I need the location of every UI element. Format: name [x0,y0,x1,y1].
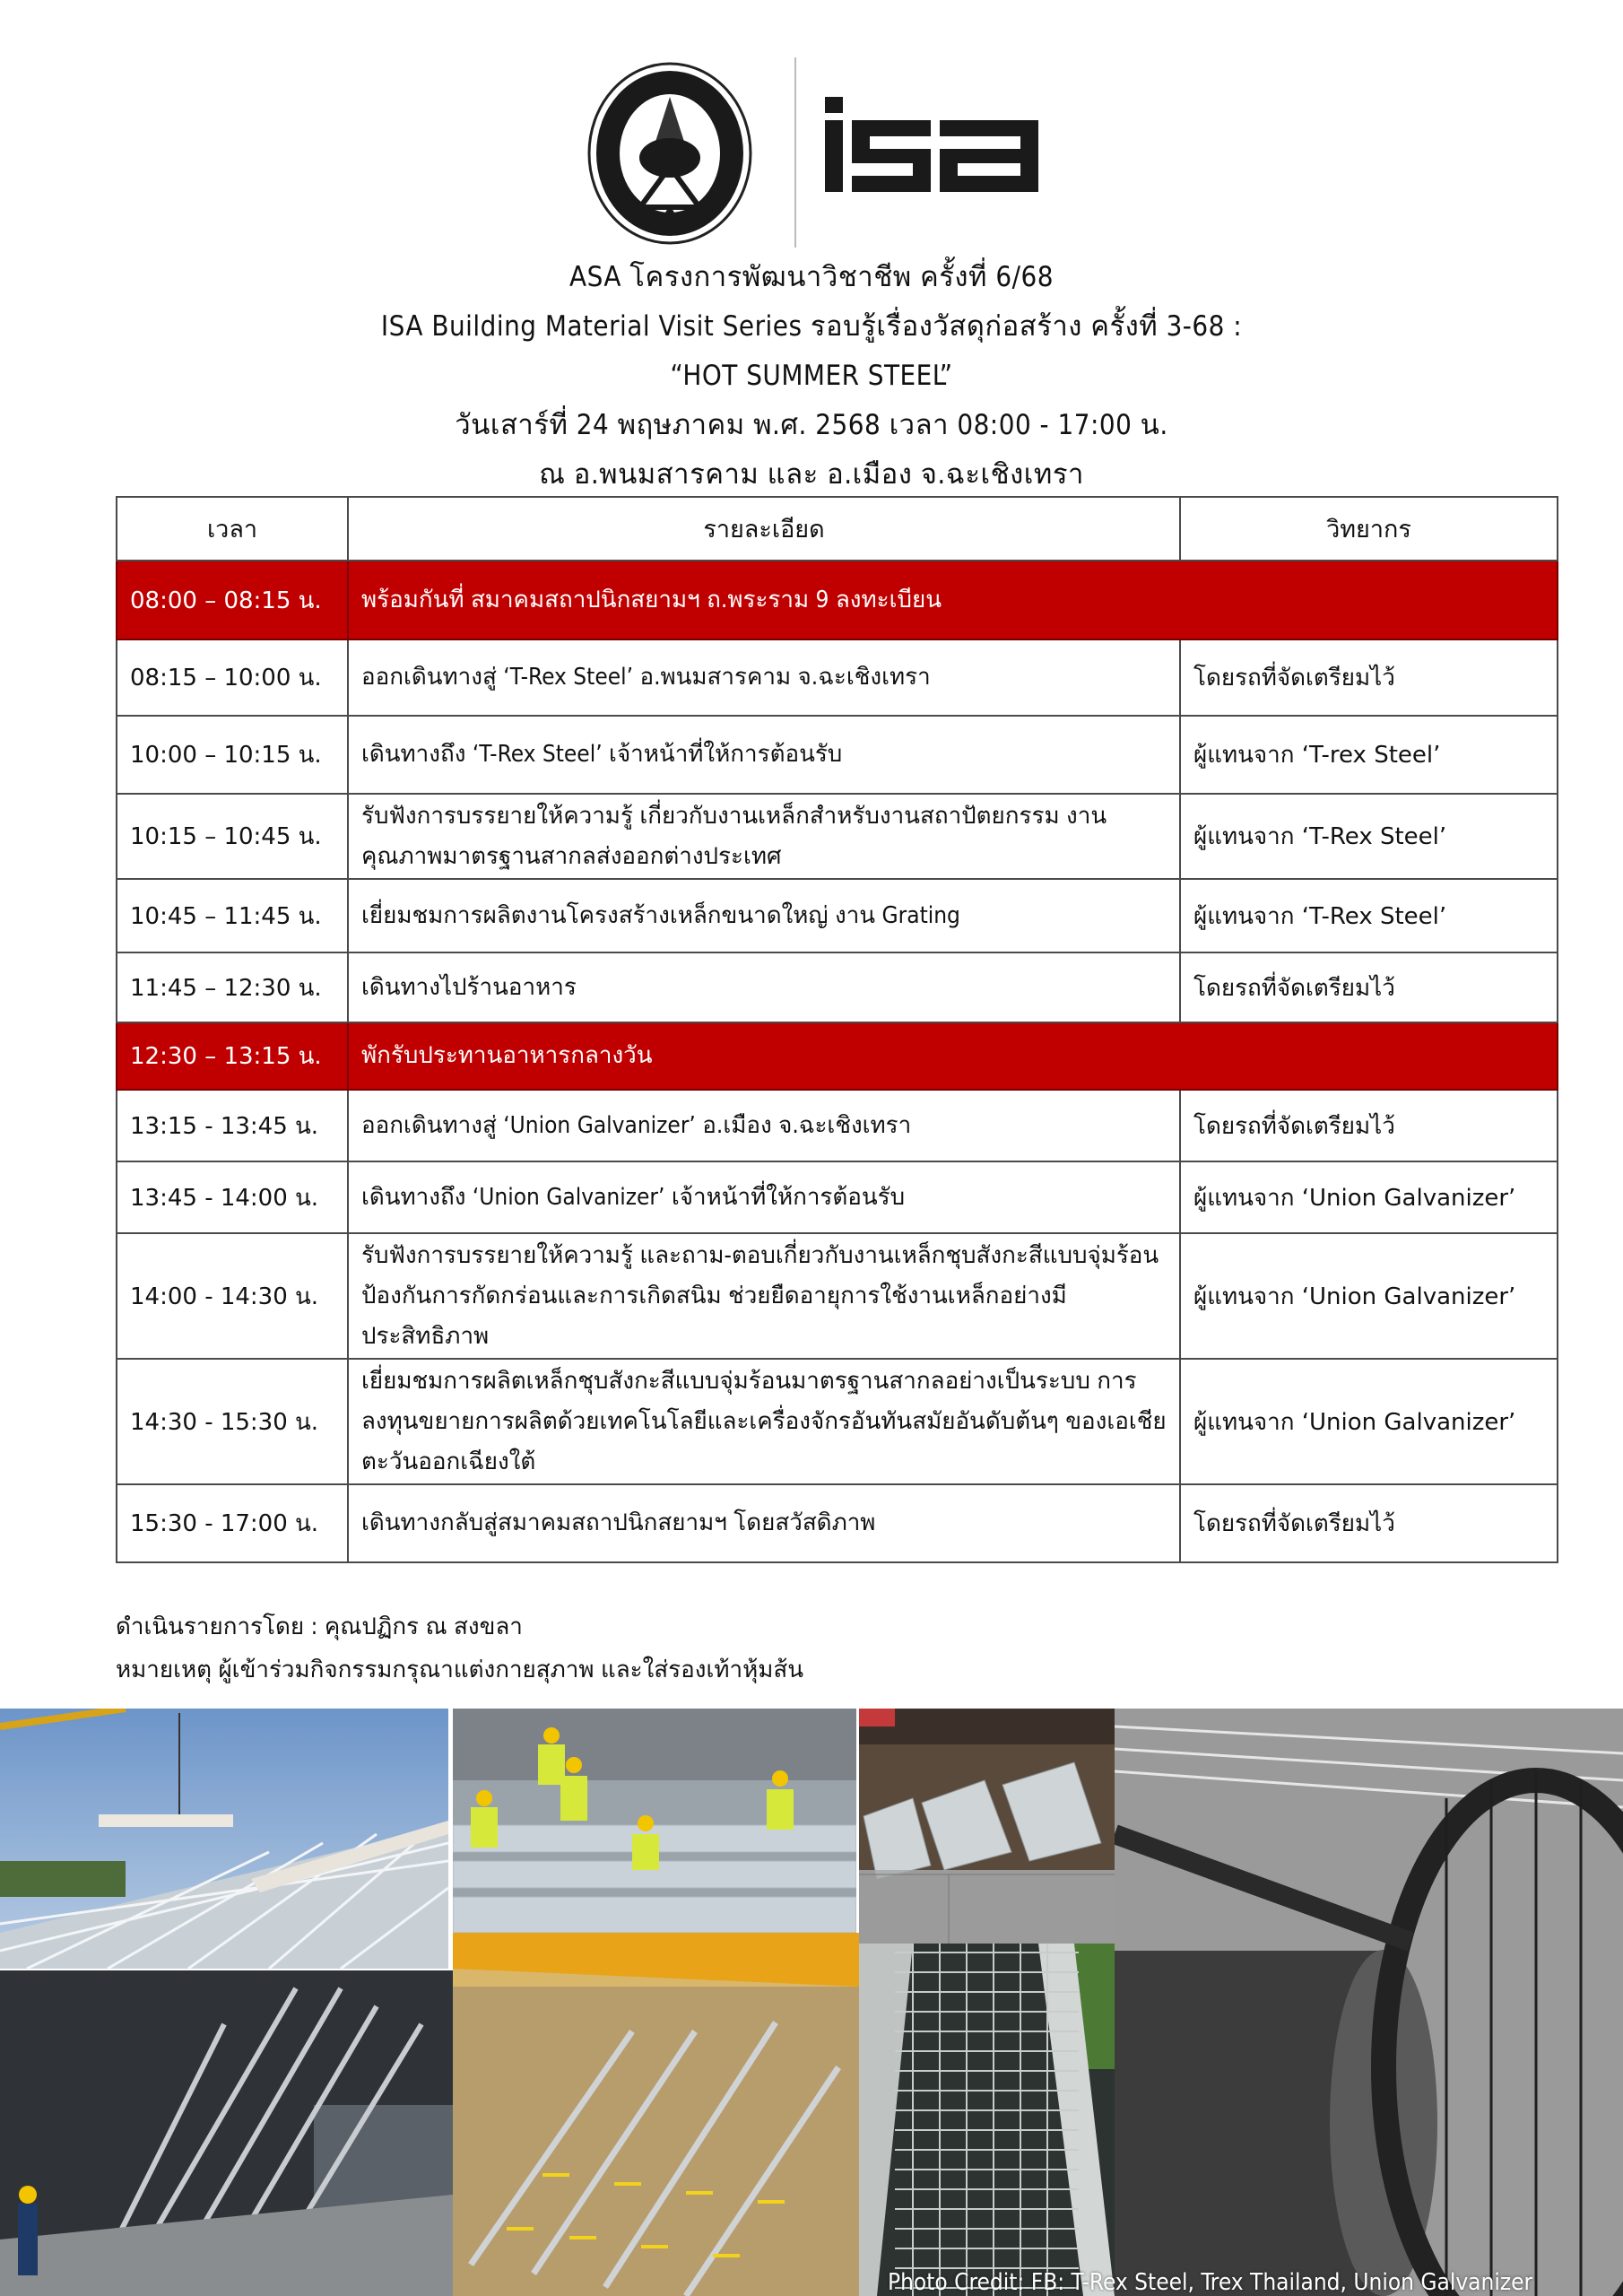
speaker-cell: โดยรถที่จัดเตรียมไว้ [1180,639,1558,716]
table-row [117,1161,1558,1233]
photo-staircases [453,1933,859,2296]
time-cell: 13:15 - 13:45 น. [117,1090,348,1161]
speaker-cell [1180,561,1558,639]
logo-header [581,52,1047,249]
organizer-note: ดำเนินรายการโดย : คุณปฏิกร ณ สงขลา [116,1613,523,1640]
photo-roof-truss [0,1709,448,1969]
time-cell: 12:30 – 13:15 น. [117,1022,348,1090]
event-date: วันเสาร์ที่ 24 พฤษภาคม พ.ศ. 2568 เวลา 08:00 - 17:00 น. [455,409,1168,441]
notes-section [116,1605,803,1692]
speaker-cell: ผู้แทนจาก ‘T-rex Steel’ [1180,716,1558,794]
detail-cell: เดินทางกลับสู่สมาคมสถาปนิกสยามฯ โดยสวัสดิภาพ [348,1484,1180,1562]
time-cell: 13:45 - 14:00 น. [117,1161,348,1233]
photo-grating-walkway [859,1944,1115,2296]
table-row-highlight [117,1022,1558,1090]
event-title-block [0,253,1623,500]
detail-cell: รับฟังการบรรยายให้ความรู้ และถาม-ตอบเกี่ยวกับงานเหล็กชุบสังกะสีแบบจุ่มร้อน ป้องกันการกัดกร่อนและการเกิดสนิม ช่วยยืดอายุการใช้งานเหล็กอย่างมีประสิทธิภาพ [348,1233,1180,1359]
table-row [117,952,1558,1022]
table-row [117,1090,1558,1161]
detail-cell: เดินทางไปร้านอาหาร [348,952,1180,1022]
detail-cell: พักรับประทานอาหารกลางวัน [348,1022,1180,1090]
event-location: ณ อ.พนมสารคาม และ อ.เมือง จ.ฉะเชิงเทรา [539,458,1084,491]
column-header-detail: รายละเอียด [348,497,1180,561]
photo-collage [0,1709,1623,2296]
series-title: ISA Building Material Visit Series รอบรู้เรื่องวัสดุก่อสร้าง ครั้งที่ 3-68 : [380,310,1243,343]
asa-seal-logo [585,59,755,248]
time-cell: 10:45 – 11:45 น. [117,879,348,952]
table-row [117,794,1558,879]
table-row [117,639,1558,716]
speaker-cell: โดยรถที่จัดเตรียมไว้ [1180,1090,1558,1161]
speaker-cell: ผู้แทนจาก ‘Union Galvanizer’ [1180,1233,1558,1359]
speaker-cell: โดยรถที่จัดเตรียมไว้ [1180,952,1558,1022]
detail-cell: ออกเดินทางสู่ ‘T-Rex Steel’ อ.พนมสารคาม จ.ฉะเชิงเทรา [348,639,1180,716]
time-cell: 15:30 - 17:00 น. [117,1484,348,1562]
speaker-cell: ผู้แทนจาก ‘T-Rex Steel’ [1180,879,1558,952]
detail-cell: ออกเดินทางสู่ ‘Union Galvanizer’ อ.เมือง จ.ฉะเชิงเทรา [348,1090,1180,1161]
photo-galvanizing-line [0,1970,453,2296]
speaker-cell: โดยรถที่จัดเตรียมไว้ [1180,1484,1558,1562]
speaker-cell: ผู้แทนจาก ‘Union Galvanizer’ [1180,1359,1558,1484]
table-row [117,716,1558,794]
table-header-row [117,497,1558,561]
program-title: ASA โครงการพัฒนาวิชาชีพ ครั้งที่ 6/68 [569,261,1054,293]
photo-credit: Photo Credit: FB: T-Rex Steel, Trex Thailand, Union Galvanizer [888,2269,1533,2296]
schedule-table [116,496,1558,1563]
detail-cell: เดินทางถึง ‘T-Rex Steel’ เจ้าหน้าที่ให้การต้อนรับ [348,716,1180,794]
detail-cell: รับฟังการบรรยายให้ความรู้ เกี่ยวกับงานเหล็กสำหรับงานสถาปัตยกรรม งานคุณภาพมาตรฐานสากลส่งออกต่างประเทศ [348,794,1180,879]
photo-galvanizing-machine [1115,1709,1623,2296]
time-cell: 14:00 - 14:30 น. [117,1233,348,1359]
event-theme: “HOT SUMMER STEEL” [670,360,953,392]
detail-cell: พร้อมกันที่ สมาคมสถาปนิกสยามฯ ถ.พระราม 9 ลงทะเบียน [348,561,1180,639]
speaker-cell: ผู้แทนจาก ‘T-Rex Steel’ [1180,794,1558,879]
detail-cell: เยี่ยมชมการผลิตงานโครงสร้างเหล็กขนาดใหญ่ งาน Grating [348,879,1180,952]
table-row [117,879,1558,952]
time-cell: 14:30 - 15:30 น. [117,1359,348,1484]
isa-logo [823,97,1047,196]
table-row [117,1233,1558,1359]
time-cell: 08:00 – 08:15 น. [117,561,348,639]
time-cell: 10:00 – 10:15 น. [117,716,348,794]
time-cell: 08:15 – 10:00 น. [117,639,348,716]
table-row-highlight [117,561,1558,639]
speaker-cell: ผู้แทนจาก ‘Union Galvanizer’ [1180,1161,1558,1233]
dress-code-remark: หมายเหตุ ผู้เข้าร่วมกิจกรรมกรุณาแต่งกายสุภาพ และใส่รองเท้าหุ้มส้น [116,1657,803,1683]
speaker-cell [1180,1022,1558,1090]
detail-cell: เยี่ยมชมการผลิตเหล็กชุบสังกะสีแบบจุ่มร้อนมาตรฐานสากลอย่างเป็นระบบ การลงทุนขยายการผลิตด้วยเทคโนโลยีและเครื่องจักรอันทันสมัยอันดับต้นๆ ของเอเชียตะวันออกเฉียงใต้ [348,1359,1180,1484]
column-header-speaker: วิทยากร [1180,497,1558,561]
table-row [117,1484,1558,1562]
time-cell: 10:15 – 10:45 น. [117,794,348,879]
logo-divider [794,57,796,248]
detail-cell: เดินทางถึง ‘Union Galvanizer’ เจ้าหน้าที่ให้การต้อนรับ [348,1161,1180,1233]
time-cell: 11:45 – 12:30 น. [117,952,348,1022]
photo-hanging-grating [859,1709,1115,1944]
photo-workers-galvanized [453,1709,856,1933]
table-row [117,1359,1558,1484]
column-header-time: เวลา [117,497,348,561]
